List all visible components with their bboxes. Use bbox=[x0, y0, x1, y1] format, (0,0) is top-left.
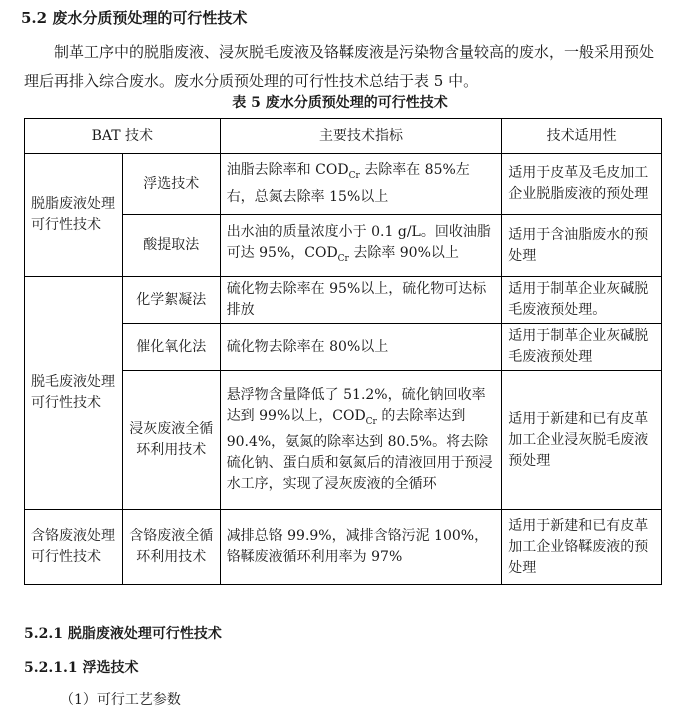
section-heading bbox=[21, 7, 247, 28]
applicability-cell: 适用于含油脂废水的预处理 bbox=[502, 215, 662, 277]
technology-cell: 酸提取法 bbox=[122, 215, 220, 277]
intro-paragraph: 制革工序中的脱脂废液、浸灰脱毛废液及铬鞣废液是污染物含量较高的废水，一般采用预处理后再排入综合废水。废水分质预处理的可行性技术总结于表 5 中。 bbox=[24, 43, 655, 90]
group-name-cell: 含铬废液处理可行性技术 bbox=[25, 510, 123, 585]
indicator-cell: 出水油的质量浓度小于 0.1 g/L。回收油脂可达 95%，$COD_{Cr}$ 去除率 90%以上 bbox=[220, 215, 502, 277]
technology-cell: 浸灰废液全循环利用技术 bbox=[122, 371, 220, 510]
technology-cell: 催化氧化法 bbox=[122, 324, 220, 371]
header-applicability: 技术适用性 bbox=[502, 119, 662, 154]
indicator-cell: 油脂去除率和 $COD_{Cr}$ 去除率在 85%左右，总氮去除率 15%以上 bbox=[220, 154, 502, 215]
table-row bbox=[25, 510, 662, 585]
group-name-cell: 脱毛废液处理可行性技术 bbox=[25, 277, 123, 510]
group-name-cell: 脱脂废液处理可行性技术 bbox=[25, 154, 123, 277]
subsubsection-heading bbox=[24, 657, 138, 677]
table-header-row bbox=[25, 119, 662, 154]
table-row bbox=[25, 277, 662, 324]
list-item-heading: （1）可行工艺参数 bbox=[60, 692, 181, 708]
indicator-cell: 悬浮物含量降低了 51.2%，硫化钠回收率达到 99%以上，$COD_{Cr}$ 的去除率达到 90.4%，氨氮的除率达到 80.5%。将去除硫化钠、蛋白质和氨氮后的清液回用于预浸水工序，实现了浸灰废液的全循环 bbox=[220, 371, 502, 510]
indicator-cell: 硫化物去除率在 95%以上，硫化物可达标排放 bbox=[220, 277, 502, 324]
applicability-cell: 适用于制革企业灰碱脱毛废液预处理。 bbox=[502, 277, 662, 324]
applicability-cell: 适用于新建和已有皮革加工企业浸灰脱毛废液预处理 bbox=[502, 371, 662, 510]
subsubsection-title: 浮选技术 bbox=[82, 660, 139, 676]
section-number: 5.2 bbox=[21, 9, 48, 27]
applicability-cell: 适用于新建和已有皮革加工企业铬鞣废液的预处理 bbox=[502, 510, 662, 585]
subsubsection-number: 5.2.1.1 bbox=[24, 660, 78, 676]
indicator-cell: 硫化物去除率在 80%以上 bbox=[220, 324, 502, 371]
section-title: 废水分质预处理的可行性技术 bbox=[52, 9, 248, 27]
subsection-title: 脱脂废液处理可行性技术 bbox=[67, 626, 222, 642]
indicator-cell: 减排总铬 99.9%，减排含铬污泥 100%，铬鞣废液循环利用率为 97% bbox=[220, 510, 502, 585]
subsection-number: 5.2.1 bbox=[24, 626, 63, 642]
subsection-heading bbox=[24, 623, 222, 643]
header-bat: BAT 技术 bbox=[25, 119, 221, 154]
header-indicators: 主要技术指标 bbox=[220, 119, 502, 154]
applicability-cell: 适用于制革企业灰碱脱毛废液预处理 bbox=[502, 324, 662, 371]
technology-cell: 化学絮凝法 bbox=[122, 277, 220, 324]
table-caption: 表 5 废水分质预处理的可行性技术 bbox=[232, 95, 448, 111]
technology-cell: 浮选技术 bbox=[122, 154, 220, 215]
technology-cell: 含铬废液全循环利用技术 bbox=[122, 510, 220, 585]
table-row bbox=[25, 154, 662, 215]
technology-table bbox=[24, 118, 662, 585]
applicability-cell: 适用于皮革及毛皮加工企业脱脂废液的预处理 bbox=[502, 154, 662, 215]
